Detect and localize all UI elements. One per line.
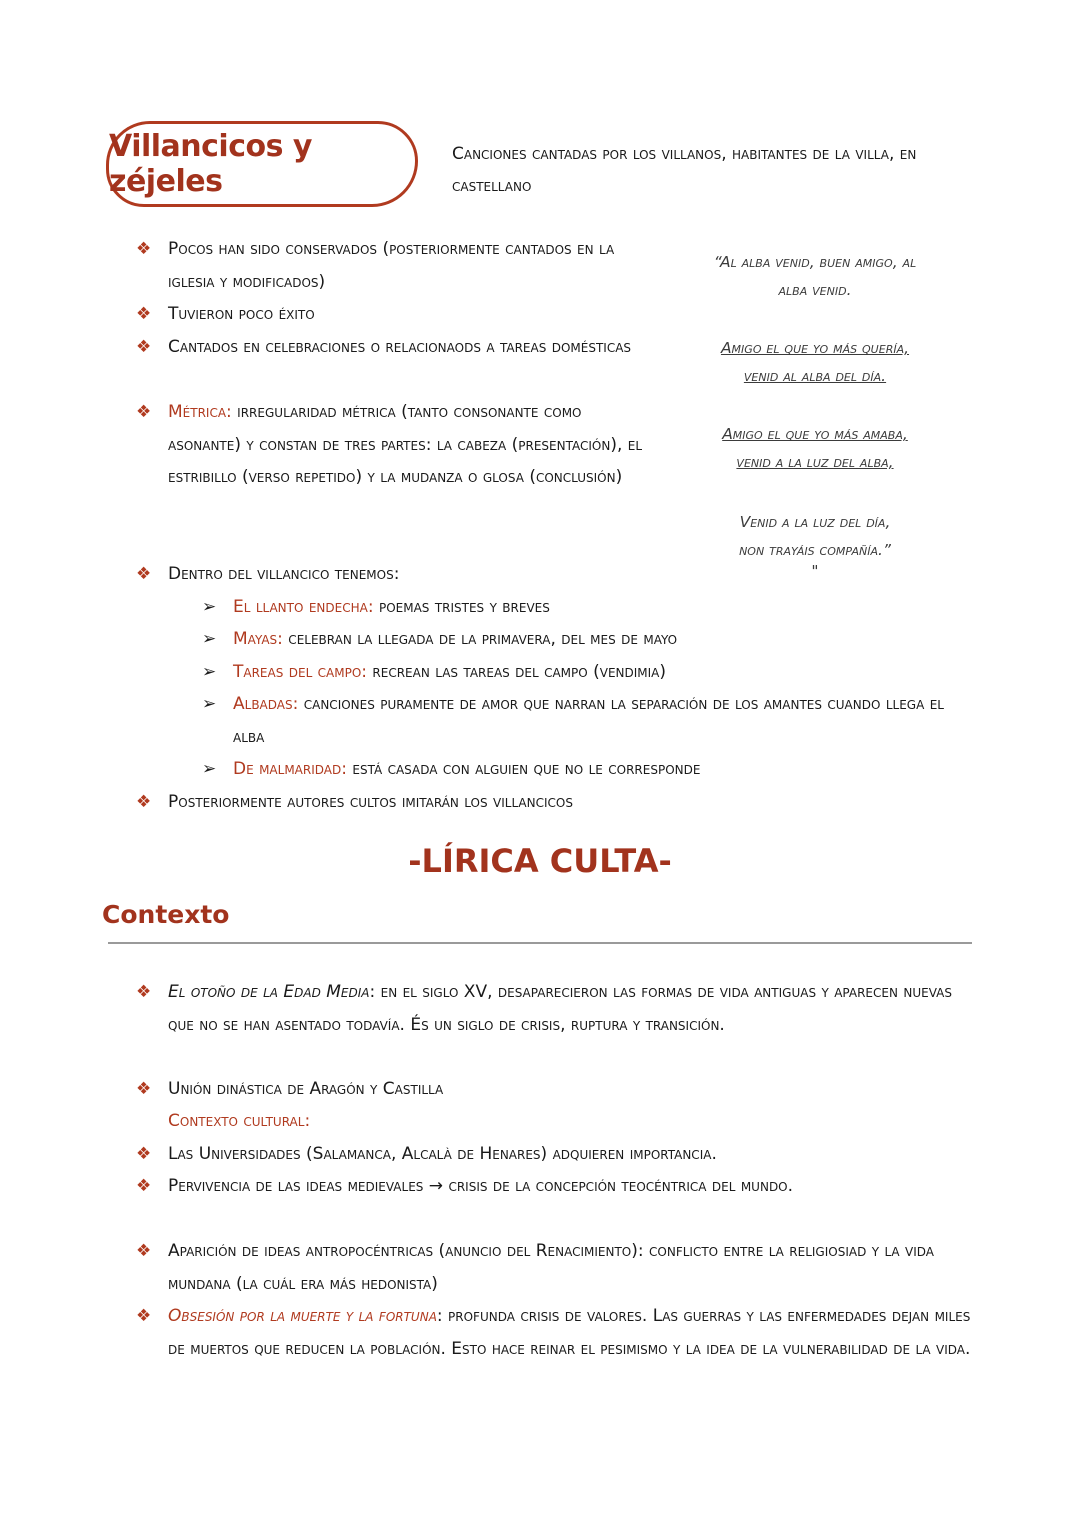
bullet-icon: ❖ [136,1306,152,1326]
bullet-icon: ❖ [136,564,152,584]
arrow-icon: ➢ [202,597,217,617]
bullet-icon: ❖ [136,1079,152,1099]
subpoint-llanto [233,591,973,624]
arrow-icon: ➢ [202,759,217,779]
quote-line: Amigo el que yo más amaba, [722,425,908,443]
point-types-intro: Dentro del villancico tenemos: [168,564,400,584]
point-closing: Posteriormente autores cultos imitarán los villancicos [168,792,573,812]
arrow-icon: ➢ [202,629,217,649]
poem-quote [676,248,954,578]
bullet-icon: ❖ [136,239,152,259]
context-death-text: : profunda crisis de valores. Las guerras y las enfermedades dejan miles de muertos que reducen la población. Esto hace reinar el pesimismo y la idea de la vulnerabilidad de la vida. [168,1306,971,1359]
bullet-icon: ❖ [136,402,152,422]
subpoint-label: De malmaridad: [233,759,347,779]
context-autumn-label: El otoño de la Edad Media [168,982,370,1002]
subpoint-albadas [233,688,953,753]
context-union: Unión dinástica de Aragón y Castilla [168,1079,444,1099]
context-autumn [168,976,978,1041]
context-anthropocentric: Aparición de ideas antropocéntricas (anuncio del Renacimiento): conflicto entre la religiosiad y la vida mundana (la cuál era más hedonista) [168,1241,935,1294]
divider [108,942,972,944]
bullet-icon: ❖ [136,1241,152,1261]
context-death [168,1300,978,1365]
quote-line: venid al alba del día. [743,367,887,385]
section-heading: Contexto [102,900,230,929]
subpoint-label: Mayas: [233,629,283,649]
subpoint-text: recrean las tareas del campo (vendimia) [367,662,667,682]
point-preserved: Pocos han sido conservados (posteriormente cantados en la iglesia y modificados) [168,239,615,292]
bullet-icon: ❖ [136,792,152,812]
quote-line: non trayáis compañía.” [739,541,891,559]
subpoint-mayas [233,623,973,656]
point-success: Tuvieron poco éxito [168,304,315,324]
quote-line: Venid a la luz del día, [739,513,891,531]
intro-text: Canciones cantadas por los villanos, habitantes de la villa, en castellano [452,144,917,196]
quote-line: “Al alba venid, buen amigo, al [713,253,917,271]
metrics-label: Métrica: [168,402,232,422]
subpoint-text: canciones puramente de amor que narran la separación de los amantes cuando llega el alba [233,694,944,747]
arrow-icon: ➢ [202,662,217,682]
main-heading: -LÍRICA CULTA- [408,842,672,880]
point-metrics [168,396,643,494]
subpoint-label: Albadas: [233,694,299,714]
quote-mark: " [811,562,819,580]
subpoint-label: Tareas del campo: [233,662,368,682]
subpoint-text: está casada con alguien que no le corresponde [346,759,701,779]
metrics-text: irregularidad métrica (tanto consonante como asonante) y constan de tres partes: la cabeza (presentación), el estribillo (verso repetido) y la mudanza o glosa (conclusión) [168,402,643,487]
context-universities: Las Universidades (Salamanca, Alcalà de Henares) adquieren importancia. [168,1144,717,1164]
quote-line: Amigo el que yo más quería, [720,339,910,357]
bullet-icon: ❖ [136,1176,152,1196]
subpoint-malmaridad [233,753,973,786]
quote-line: venid a la luz del alba, [736,453,894,471]
bullet-icon: ❖ [136,1144,152,1164]
cultural-context-label: Contexto cultural: [168,1111,311,1131]
context-autumn-text: : en el siglo XV, desaparecieron las formas de vida antiguas y aparecen nuevas que no se han asentado todavía. És un siglo de crisis, ruptura y transición. [168,982,952,1035]
point-celebrations: Cantados en celebraciones o relacionaods a tareas domésticas [168,337,632,357]
quote-line: alba venid. [778,281,852,299]
bullet-icon: ❖ [136,982,152,1002]
title-box [106,121,418,207]
subpoint-text: poemas tristes y breves [373,597,550,617]
context-medieval: Pervivencia de las ideas medievales → crisis de la concepción teocéntrica del mundo. [168,1176,794,1196]
subpoint-label: El llanto endecha: [233,597,374,617]
subpoint-text: celebran la llegada de la primavera, del mes de mayo [282,629,678,649]
bullet-icon: ❖ [136,337,152,357]
subpoint-tareas [233,656,973,689]
arrow-icon: ➢ [202,694,217,714]
bullet-icon: ❖ [136,304,152,324]
context-death-label: Obsesión por la muerte y la fortuna [168,1306,437,1326]
page-title: Villancicos y zéjeles [109,129,312,199]
